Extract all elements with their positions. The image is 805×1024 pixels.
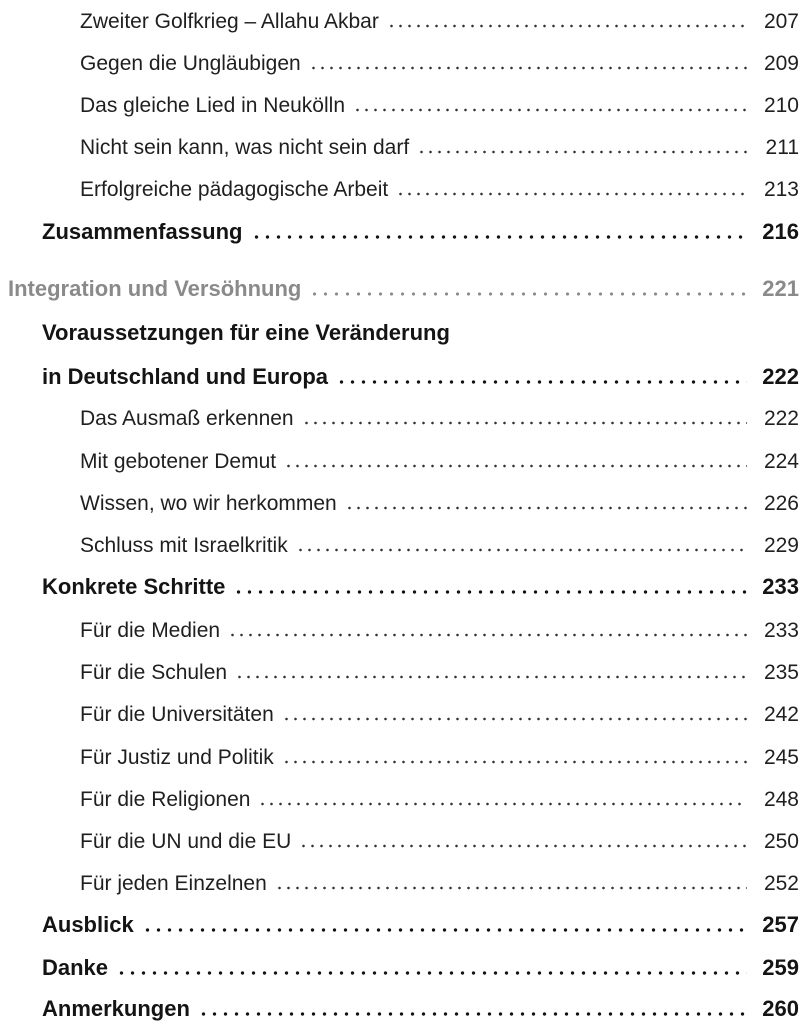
toc-entry-title: Danke [42,955,109,980]
toc-entry-title: in Deutschland und Europa [42,364,329,389]
toc-entry-page: 209 [763,52,799,75]
toc-entry-title: Für die Universitäten [80,703,274,726]
dot-leader [251,235,748,239]
dot-leader [282,717,747,721]
toc-section-entry [42,566,799,600]
toc-entry-title: Wissen, wo wir herkommen [80,492,337,515]
toc-entry-page: 213 [763,178,799,201]
dot-leader [309,292,747,296]
toc-entry [80,778,799,812]
toc-entry-page: 242 [763,703,799,726]
dot-leader [142,928,747,932]
toc-entry [80,862,799,896]
dot-leader [345,506,747,510]
toc-entry-page: 222 [763,407,799,430]
toc-entry-title: Für die UN und die EU [80,830,292,853]
toc-entry-title: Gegen die Ungläubigen [80,52,301,75]
dot-leader [235,675,747,679]
toc-part-entry [8,268,799,302]
toc-entry-title: Mit gebotener Demut [80,450,277,473]
dot-leader [309,66,747,70]
toc-entry-title: Für jeden Einzelnen [80,872,267,895]
dot-leader [275,886,747,890]
toc-entry [80,84,799,118]
toc-entry [80,397,799,431]
toc-entry-title: Anmerkungen [42,996,190,1021]
toc-entry-title: Erfolgreiche pädagogische Arbeit [80,178,389,201]
toc-entry-page: 221 [762,276,799,301]
dot-leader [282,760,747,764]
toc-entry-page: 229 [763,534,799,557]
dot-leader [299,844,747,848]
toc-entry [80,693,799,727]
toc-entry-page: 233 [762,574,799,599]
toc-entry [80,126,799,160]
toc-entry-page: 257 [762,912,799,937]
toc-entry-title: Ausblick [42,912,134,937]
toc-entry [80,440,799,474]
toc-entry-page: 259 [762,955,799,980]
toc-entry-page: 216 [762,219,799,244]
toc-entry-page: 207 [763,10,799,33]
toc-entry-page: 222 [762,364,799,389]
toc-section-entry [42,356,799,390]
toc-section-entry [42,211,799,245]
dot-leader [233,590,747,594]
toc-entry [80,168,799,202]
dot-leader [353,108,747,112]
toc-entry-title: Für die Medien [80,619,221,642]
dot-leader [296,548,747,552]
toc-entry-title: Integration und Versöhnung [8,276,302,301]
toc-entry-page: 211 [765,136,799,159]
toc-entry-page: 224 [763,450,799,473]
dot-leader [258,802,747,806]
toc-entry-title: Für die Religionen [80,788,251,811]
toc-entry-title: Zusammenfassung [42,219,243,244]
toc-entry-page: 248 [763,788,799,811]
toc-entry [80,524,799,558]
toc-entry [80,609,799,643]
toc-entry [80,42,799,76]
toc-entry-title: Das gleiche Lied in Neukölln [80,94,345,117]
toc-section-entry [42,947,799,981]
toc-entry-title: Für Justiz und Politik [80,746,274,769]
toc-entry-page: 233 [763,619,799,642]
dot-leader [116,971,747,975]
toc-entry-page: 226 [763,492,799,515]
dot-leader [198,1012,747,1016]
toc-section-title-line1: Voraussetzungen für eine Veränderung [42,320,450,345]
toc-entry-title: Das Ausmaß erkennen [80,407,294,430]
dot-leader [284,464,747,468]
toc-entry-page: 252 [763,872,799,895]
dot-leader [302,421,747,425]
toc-entry [80,736,799,770]
toc-entry-page: 245 [763,746,799,769]
toc-entry [80,0,799,34]
toc-entry [80,651,799,685]
toc-entry-title: Für die Schulen [80,661,228,684]
dot-leader [396,192,747,196]
dot-leader [387,24,747,28]
toc-entry-page: 260 [762,996,799,1021]
toc-entry [80,820,799,854]
toc-section-entry [42,904,799,938]
toc-entry-title: Zweiter Golfkrieg – Allahu Akbar [80,10,379,33]
toc-section-entry [42,988,799,1022]
toc-entry-page: 235 [763,661,799,684]
dot-leader [228,633,747,637]
toc-entry-title: Nicht sein kann, was nicht sein darf [80,136,410,159]
toc-entry-page: 250 [763,830,799,853]
dot-leader [417,150,747,154]
toc-entry-title: Konkrete Schritte [42,574,226,599]
toc-entry-page: 210 [763,94,799,117]
toc-entry-title: Schluss mit Israelkritik [80,534,288,557]
toc-entry [80,482,799,516]
dot-leader [336,380,747,384]
